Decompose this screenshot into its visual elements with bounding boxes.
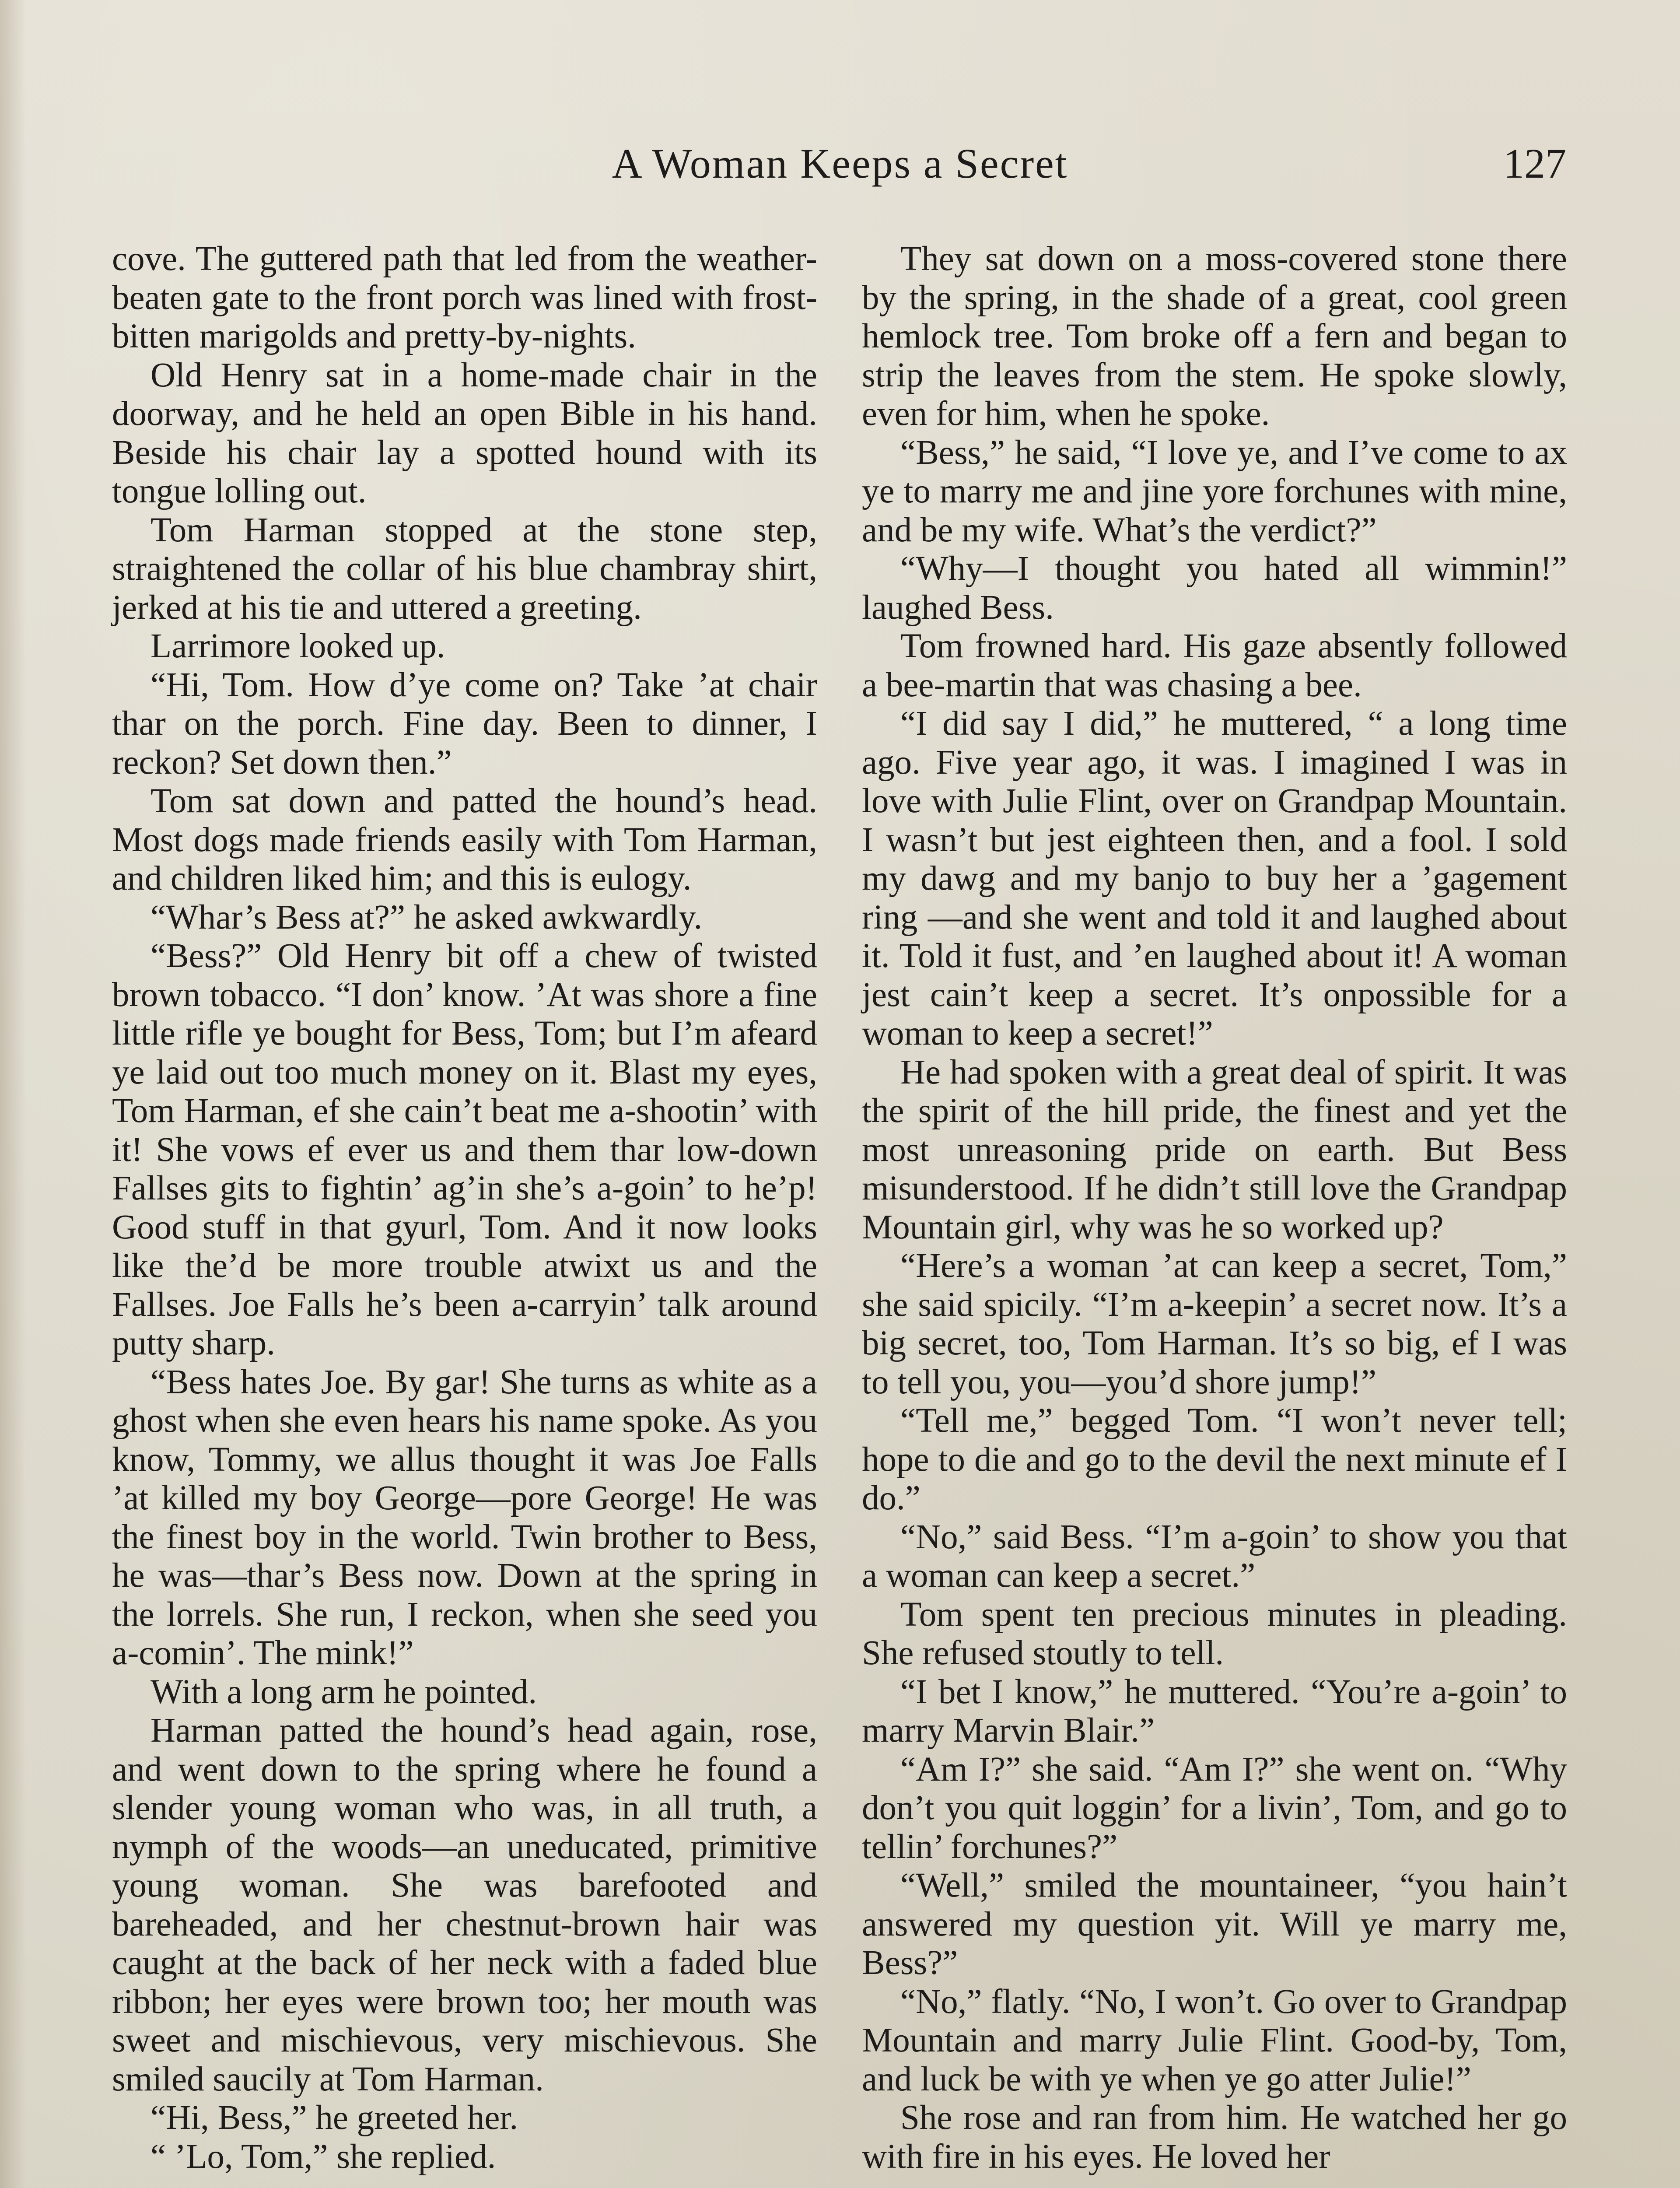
paragraph: Tom sat down and patted the hound’s head. Most dogs made friends easily with Tom Harman, and children liked him; and this is eulogy. bbox=[112, 782, 817, 898]
paragraph: “Why—I thought you hated all wimmin!” laughed Bess. bbox=[862, 550, 1567, 627]
paragraph: “Well,” smiled the mountaineer, “you hain’t answered my question yit. Will ye marry me, Bess?” bbox=[862, 1866, 1567, 1982]
paragraph: With a long arm he pointed. bbox=[150, 1673, 537, 1711]
paragraph: “I bet I know,” he muttered. “You’re a-goin’ to marry Marvin Blair.” bbox=[862, 1673, 1567, 1750]
paragraph: He had spoken with a great deal of spirit. It was the spirit of the hill pride, the finest and yet the most unreasoning pride on earth. But Bess misunderstood. If he didn’t still love the Grandpap Mountain girl, why was he so worked up? bbox=[862, 1053, 1567, 1246]
paragraph: Larrimore looked up. bbox=[150, 627, 445, 665]
running-title: A Woman Keeps a Secret bbox=[612, 140, 1068, 187]
paragraph: “Tell me,” begged Tom. “I won’t never tell; hope to die and go to the devil the next minute ef I do.” bbox=[862, 1402, 1567, 1517]
paragraph: “Bess hates Joe. By gar! She turns as white as a ghost when she even hears his name spoke. As you know, Tommy, we allus thought it was Joe Falls ’at killed my boy George—pore George! He was the finest boy in the world. Twin brother to Bess, he was—thar’s Bess now. Down at the spring in the lorrels. She run, I reckon, when she seed you a-comin’. The mink!” bbox=[112, 1363, 817, 1672]
paragraph: “No,” flatly. “No, I won’t. Go over to Grandpap Mountain and marry Julie Flint. Good-by, Tom, and luck be with ye when ye go atter Julie!” bbox=[862, 1982, 1567, 2098]
paragraph: Tom frowned hard. His gaze absently followed a bee-martin that was chasing a bee. bbox=[862, 627, 1567, 704]
paragraph: Old Henry sat in a home-made chair in the doorway, and he held an open Bible in his hand. Beside his chair lay a spotted hound with its tongue lolling out. bbox=[112, 356, 817, 510]
paragraph: cove. The guttered path that led from the weather-beaten gate to the front porch was lined with frost-bitten marigolds and pretty-by-nights. bbox=[112, 240, 817, 355]
paragraph: “No,” said Bess. “I’m a-goin’ to show you that a woman can keep a secret.” bbox=[862, 1518, 1567, 1595]
paragraph: “Bess?” Old Henry bit off a chew of twisted brown tobacco. “I don’ know. ’At was shore a fine little rifle ye bought for Bess, Tom; but I’m afeard ye laid out too much money on it. Blast my eyes, Tom Harman, ef she cain’t beat me a-shootin’ with it! She vows ef ever us and them thar low-down Fallses gits to fightin’ ag’in she’s a-goin’ to he’p! Good stuff in that gyurl, Tom. And it now looks like the’d be more trouble atwixt us and the Fallses. Joe Falls he’s been a-carryin’ talk around putty sharp. bbox=[112, 937, 817, 1362]
paragraph: “Bess,” he said, “I love ye, and I’ve come to ax ye to marry me and jine yore forchunes with mine, and be my wife. What’s the verdict?” bbox=[862, 433, 1567, 549]
paragraph: “Hi, Bess,” he greeted her. bbox=[150, 2099, 518, 2137]
paragraph: Tom spent ten precious minutes in pleading. She refused stoutly to tell. bbox=[862, 1595, 1567, 1672]
page-number: 127 bbox=[1503, 140, 1566, 187]
paragraph: “ ’Lo, Tom,” she replied. bbox=[150, 2137, 496, 2176]
paragraph: They sat down on a moss-covered stone there by the spring, in the shade of a great, cool green hemlock tree. Tom broke off a fern and began to strip the leaves from the stem. He spoke slowly, even for him, when he spoke. bbox=[862, 240, 1567, 433]
paragraph: Tom Harman stopped at the stone step, straightened the collar of his blue chambray shirt, jerked at his tie and uttered a greeting. bbox=[112, 511, 817, 627]
paragraph: She rose and ran from him. He watched her go with fire in his eyes. He loved her bbox=[862, 2099, 1567, 2176]
paragraph: “Whar’s Bess at?” he asked awkwardly. bbox=[150, 898, 703, 936]
page-edge-shadow bbox=[0, 0, 26, 2188]
paragraph: “Hi, Tom. How d’ye come on? Take ’at chair thar on the porch. Fine day. Been to dinner, I reckon? Set down then.” bbox=[112, 666, 817, 782]
paragraph: “I did say I did,” he muttered, “ a long time ago. Five year ago, it was. I imagined I was in love with Julie Flint, over on Grandpap Mountain. I wasn’t but jest eighteen then, and a fool. I sold my dawg and my banjo to buy her a ’gagement ring —and she went and told it and laughed about it. Told it fust, and ’en laughed about it! A woman jest cain’t keep a secret. It’s onpossible for a woman to keep a secret!” bbox=[862, 705, 1567, 1052]
paragraph: “Here’s a woman ’at can keep a secret, Tom,” she said spicily. “I’m a-keepin’ a secret now. It’s a big secret, too, Tom Harman. It’s so big, ef I was to tell you, you—you’d shore jump!” bbox=[862, 1247, 1567, 1401]
right-column bbox=[862, 240, 1567, 2176]
paragraph: “Am I?” she said. “Am I?” she went on. “Why don’t you quit loggin’ for a livin’, Tom, and go to tellin’ forchunes?” bbox=[862, 1750, 1567, 1866]
left-column bbox=[112, 240, 817, 2176]
paragraph: Harman patted the hound’s head again, rose, and went down to the spring where he found a slender young woman who was, in all truth, a nymph of the woods—an uneducated, primitive young woman. She was barefooted and bareheaded, and her chestnut-brown hair was caught at the back of her neck with a faded blue ribbon; her eyes were brown too; her mouth was sweet and mischievous, very mischievous. She smiled saucily at Tom Harman. bbox=[112, 1711, 817, 2098]
page-header bbox=[0, 139, 1680, 196]
